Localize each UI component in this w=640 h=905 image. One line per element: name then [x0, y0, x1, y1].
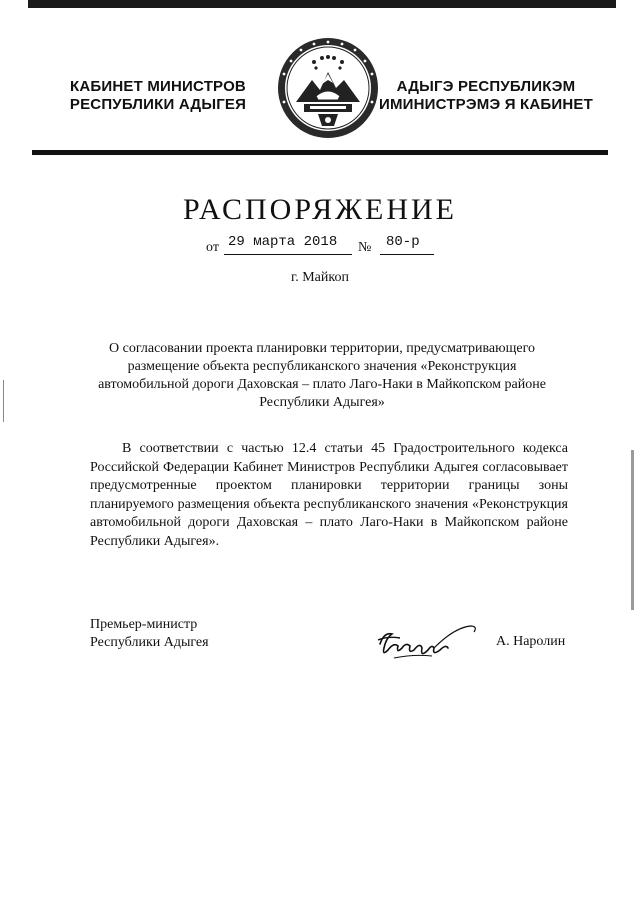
header-divider-rule: [32, 150, 608, 155]
header-russian-title: [38, 78, 278, 114]
scan-artifact-right: [631, 450, 634, 610]
top-border-rule: [28, 0, 616, 8]
city-line: г. Майкоп: [291, 270, 349, 285]
signer-position-line2: Республики Адыгея: [90, 635, 209, 650]
document-type-title: РАСПОРЯЖЕНИЕ: [182, 193, 458, 226]
signer-position: [90, 616, 209, 652]
document-subject: О согласовании проекта планировки территории, предусматривающего размещение объекта республиканского значения «Реконструкция автомобильной дороги Даховская – плато Лаго-Наки в Майкопском районе Республики Адыгея»: [98, 341, 546, 410]
number-label: №: [358, 240, 372, 255]
number-value: 80-р: [386, 234, 420, 250]
coat-of-arms-icon: [276, 36, 380, 140]
scan-artifact-left: [3, 380, 4, 422]
header-right-line1: АДЫГЭ РЕСПУБЛИКЭМ: [396, 78, 576, 95]
header-adyghe-title: [366, 78, 606, 114]
header-left-line2: РЕСПУБЛИКИ АДЫГЕЯ: [69, 96, 247, 113]
signer-name: А. Наролин: [496, 634, 566, 649]
date-value: 29 марта 2018: [228, 234, 338, 250]
document-body: В соответствии с частью 12.4 статьи 45 Градостроительного кодекса Российской Федерации Кабинет Министров Республики Адыгея согласовывает предусмотренные проектом планировки территории границы зоны планируемого размещения объекта республиканского значения «Реконструкция автомобильной дороги Даховская – плато Лаго-Наки в Майкопском районе Республики Адыгея».: [90, 441, 568, 549]
date-label: от: [206, 240, 219, 255]
handwritten-signature: [374, 618, 484, 666]
header-right-line2: ИМИНИСТРЭМЭ Я КАБИНЕТ: [378, 96, 593, 113]
header-left-line1: КАБИНЕТ МИНИСТРОВ: [70, 78, 246, 95]
number-underline: [380, 254, 434, 255]
signer-position-line1: Премьер-министр: [90, 617, 198, 632]
date-underline: [224, 254, 352, 255]
